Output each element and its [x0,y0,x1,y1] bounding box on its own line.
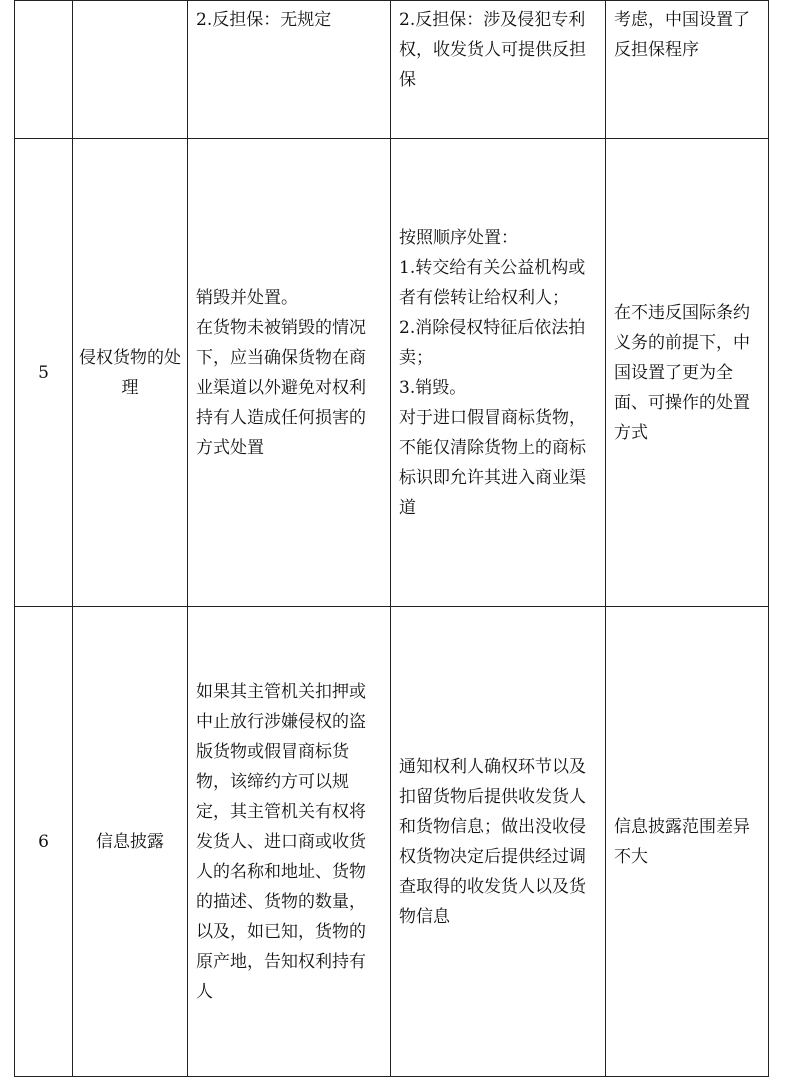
cell-line: 2.反担保：涉及侵犯专利权，收发货人可提供反担保 [399,10,586,90]
china-provision-cell [391,607,606,1077]
table-row [15,607,769,1077]
china-provision-cell [391,1,606,139]
row-number-cell [15,1,73,139]
cell-line: 销毁并处置。 [196,287,298,308]
comparison-table [14,0,769,1077]
comparison-note-cell [606,607,769,1077]
table-row [15,1,769,139]
china-provision-cell [391,139,606,607]
cell-line: 在货物未被销毁的情况下，应当确保货物在商业渠道以外避免对权利持有人造成任何损害的方式处置 [196,317,366,458]
cell-line: 1.转交给有关公益机构或者有偿转让给权利人； [399,257,586,308]
cell-line: 对于进口假冒商标货物，不能仅清除货物上的商标标识即允许其进入商业渠道 [399,407,586,518]
cell-line: 3.销毁。 [399,377,467,398]
treaty-provision-cell [188,139,391,607]
row-number-cell: 6 [15,607,73,1077]
cell-line: 在不违反国际条约义务的前提下，中国设置了更为全面、可操作的处置方式 [614,302,750,443]
cell-line: 通知权利人确权环节以及扣留货物后提供收发货人和货物信息；做出没收侵权货物决定后提供经过调查取得的收发货人以及货物信息 [399,756,586,927]
cell-line: 如果其主管机关扣押或中止放行涉嫌侵权的盗版货物或假冒商标货物，该缔约方可以规定，其主管机关有权将发货人、进口商或收货人的名称和地址、货物的描述、货物的数量，以及，如已知，货物的原产地，告知权利持有人 [196,681,366,1002]
comparison-note-cell [606,1,769,139]
cell-line: 考虑，中国设置了反担保程序 [614,10,750,60]
comparison-note-cell [606,139,769,607]
treaty-provision-cell [188,1,391,139]
table-row [15,139,769,607]
item-cell: 侵权货物的处理 [73,139,188,607]
cell-line: 按照顺序处置： [399,227,518,248]
row-number-cell: 5 [15,139,73,607]
item-cell [73,1,188,139]
cell-line: 2.反担保：无规定 [196,10,332,30]
treaty-provision-cell [188,607,391,1077]
cell-line: 信息披露范围差异不大 [614,816,750,867]
item-cell: 信息披露 [73,607,188,1077]
cell-line: 2.消除侵权特征后依法拍卖； [399,317,586,368]
